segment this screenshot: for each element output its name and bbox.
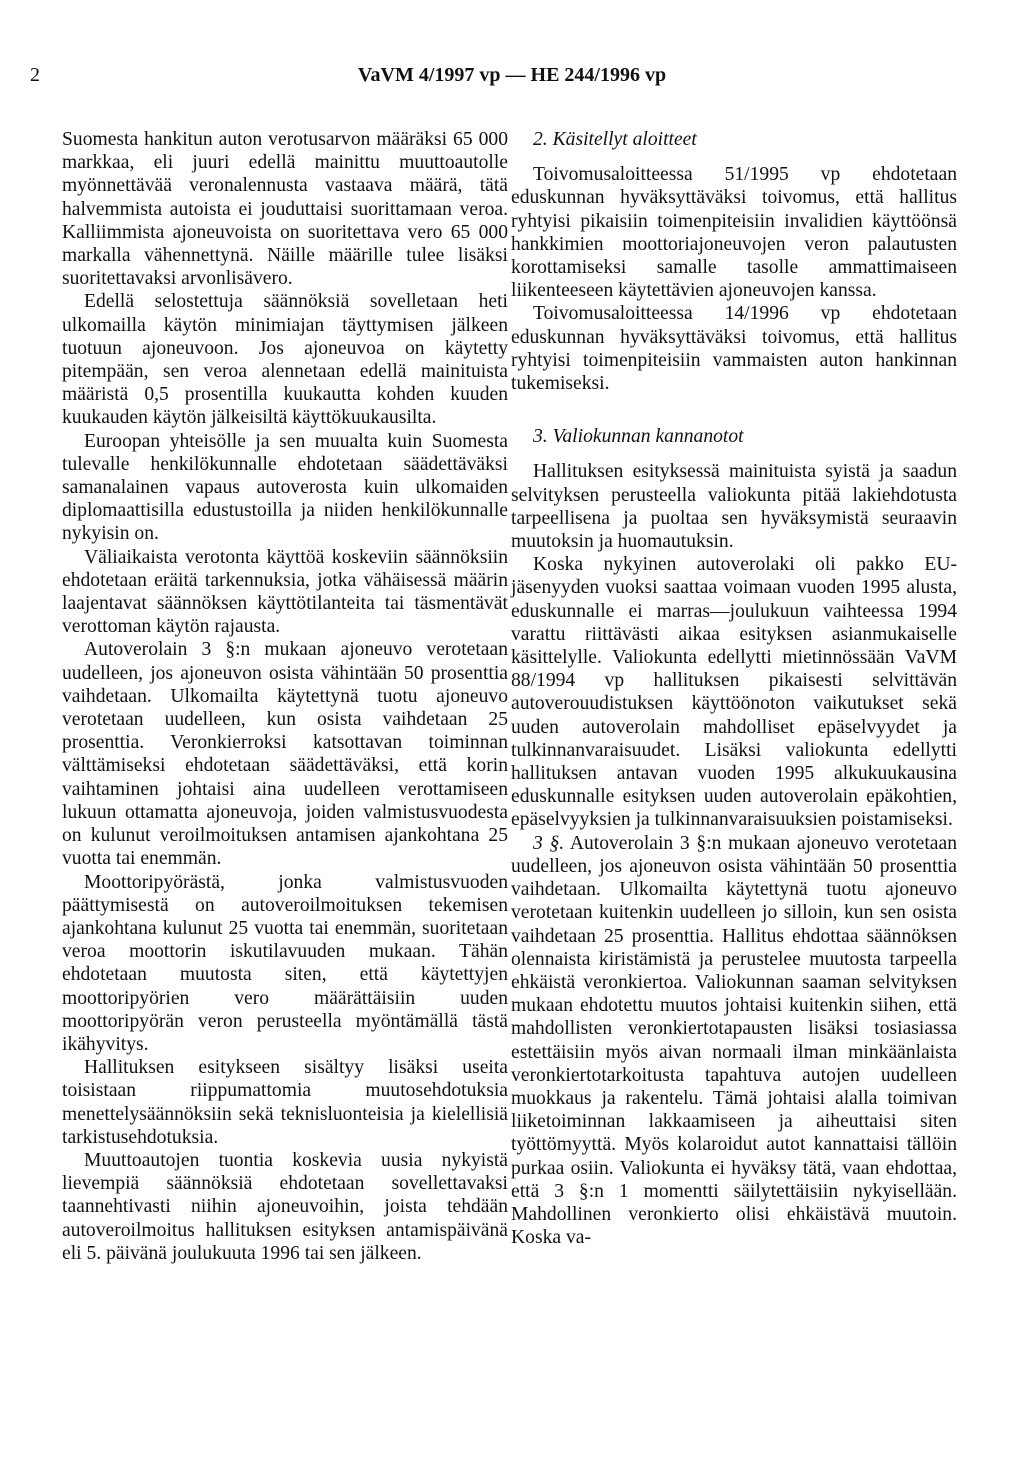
right-column	[511, 128, 957, 1249]
page-number: 2	[30, 64, 40, 86]
left-column	[62, 128, 508, 1265]
paragraph: Suomesta hankitun auton verotusarvon määräksi 65 000 markkaa, eli juuri edellä mainittu muuttoautolle myönnettävää veronalennusta vastaava määrä, tätä halvemmista autoista ei jouduttaisi suorittamaan veroa. Kalliimmista ajoneuvoista on suoritettava vero 65 000 markalla vähennettynä. Näille määrille tulee lisäksi suoritettavaksi arvonlisävero.	[62, 129, 508, 290]
section-heading-3: 3. Valiokunnan kannanotot	[533, 426, 744, 448]
paragraph: Edellä selostettuja säännöksiä sovelletaan heti ulkomailla käytön minimiajan täyttymisen jälkeen tuotuun ajoneuvoon. Jos ajoneuvoa on käytetty pitempään, sen veroa alennetaan edellä mainituista määristä 0,5 prosentilla kuukautta kohden kuuden kuukauden käytön jälkeisiltä käyttökuukausilta.	[62, 291, 508, 429]
paragraph: Hallituksen esitykseen sisältyy lisäksi useita toisistaan riippumattomia muutosehdotuksia menettelysäännöksiin sekä teknisluonteisia ja kielellisiä tarkistusehdotuksia.	[62, 1057, 508, 1148]
paragraph: Autoverolain 3 §:n mukaan ajoneuvo verotetaan uudelleen, jos ajoneuvon osista vähintään 50 prosenttia vaihdetaan. Ulkomailta käytettynä tuotu ajoneuvo verotetaan uudelleen, kun osista vaihdetaan 25 prosenttia. Veronkierroksi katsottavan toiminnan välttämiseksi ehdotetaan säädettäväksi, että korin vaihtaminen johtaisi aina uudelleen verottamiseen lukuun ottamatta ajoneuvoja, joiden valmistusvuodesta on kulunut veroilmoituksen antamisen ajankohtana 25 vuotta tai enemmän.	[62, 639, 508, 870]
paragraph: Muuttoautojen tuontia koskevia uusia nykyistä lievempiä säännöksiä ehdotetaan sovellettavaksi taannehtivasti niihin ajoneuvoihin, joista tehdään autoveroilmoitus hallituksen esityksen antamispäivänä eli 5. päivänä joulukuuta 1996 tai sen jälkeen.	[62, 1149, 508, 1264]
paragraph: Toivomusaloitteessa 14/1996 vp ehdotetaan eduskunnan hyväksyttäväksi toivomus, että hallitus ryhtyisi toimenpiteisiin vammaisten auton hankinnan tukemiseksi.	[511, 303, 957, 395]
paragraph: Koska nykyinen autoverolaki oli pakko EU-jäsenyyden vuoksi saattaa voimaan vuoden 1995 alusta, eduskunnalle ei marras—joulukuun vaihteessa 1994 varattu riittävästi aikaa esityksen asianmukaiselle käsittelylle. Valiokunta edellytti mietinnössään VaVM 88/1994 vp hallituksen pikaisesti selvittävän autoverouudistuksen käyttöönoton vaikutukset sekä uuden autoverolain mahdolliset epäselvyydet ja tulkinnanvaraisuudet. Lisäksi valiokunta edellytti hallituksen antavan vuoden 1995 alkukuukausina eduskunnalle esityksen uuden autoverolain epäkohtien, epäselvyyksien ja tulkinnanvaraisuuksien poistamiseksi.	[511, 554, 957, 831]
paragraph: Väliaikaista verotonta käyttöä koskeviin säännöksiin ehdotetaan eräitä tarkennuksia, jotka vähäisessä määrin laajentavat säännöksen käyttötilanteita tai täsmentävät verottoman käytön rajausta.	[62, 546, 508, 638]
running-header: VaVM 4/1997 vp — HE 244/1996 vp	[357, 64, 667, 86]
paragraph: Euroopan yhteisölle ja sen muualta kuin Suomesta tulevalle henkilökunnalle ehdotetaan säädettäväksi samanalainen vapaus autoverosta kuin ulkomaiden diplomaattisilla edustustoilla ja niiden henkilökunnalle nykyisin on.	[62, 430, 508, 545]
paragraph: Hallituksen esityksessä mainituista syistä ja saadun selvityksen perusteella valiokunta pitää lakiehdotusta tarpeellisena ja puoltaa sen hyväksymistä seuraavin muutoksin ja huomautuksin.	[511, 461, 957, 553]
section-heading-2: 2. Käsitellyt aloitteet	[533, 129, 697, 150]
paragraph: Moottoripyörästä, jonka valmistusvuoden päättymisestä on autoveroilmoituksen tekemisen ajankohtana kulunut 25 vuotta tai enemmän, suoritetaan veroa moottorin iskutilavuuden mukaan. Tähän ehdotetaan muutosta siten, että käytettyjen moottoripyörien vero määrättäisiin uuden moottoripyörän veron perusteella myöntämällä tästä ikähyvitys.	[62, 871, 508, 1055]
paragraph-text: Autoverolain 3 §:n mukaan ajoneuvo verotetaan uudelleen, jos ajoneuvon osista vähintään 50 prosenttia vaihdetaan. Ulkomailta käytettynä tuotu ajoneuvo verotetaan kuitenkin uudelleen jo silloin, kun sen osista vaihdetaan 25 prosenttia. Hallitus ehdottaa säännöksen olennaista kiristämistä ja perustelee muutosta tarpeella ehkäistä veronkiertoa. Valiokunnan saaman selvityksen mukaan ehdotettu muutos johtaisi kuitenkin siihen, että mahdollisten veronkiertotapausten lisäksi tosiasiassa estettäisiin myös aivan normaali ilman minkäänlaista veronkiertotarkoitusta tapahtuva autojen uudelleen muokkaus ja rakentelu. Tämä johtaisi alalla toimivan liiketoiminnan lakkaamiseen ja aiheuttaisi siten työttömyyttä. Myös kolaroidut autot kannattaisi tällöin purkaa osiin. Valiokunta ei hyväksy tätä, vaan ehdottaa, että 3 §:n 1 momentti säilytettäisiin nykyisellään. Mahdollinen veronkierto olisi ehkäistävä muutoin. Koska va-	[511, 832, 958, 1249]
paragraph-3-section	[511, 832, 957, 1250]
section-symbol-lead: 3 §.	[533, 832, 565, 854]
paragraph: Toivomusaloitteessa 51/1995 vp ehdotetaan eduskunnan hyväksyttäväksi toivomus, että hallitus ryhtyisi pikaisiin toimenpiteisiin invalidien käyttöönsä hankkimien moottoriajoneuvojen veron palautusten korottamiseksi samalle tasolle ammattimaiseen liikenteeseen käytettävien ajoneuvojen kanssa.	[511, 164, 957, 302]
